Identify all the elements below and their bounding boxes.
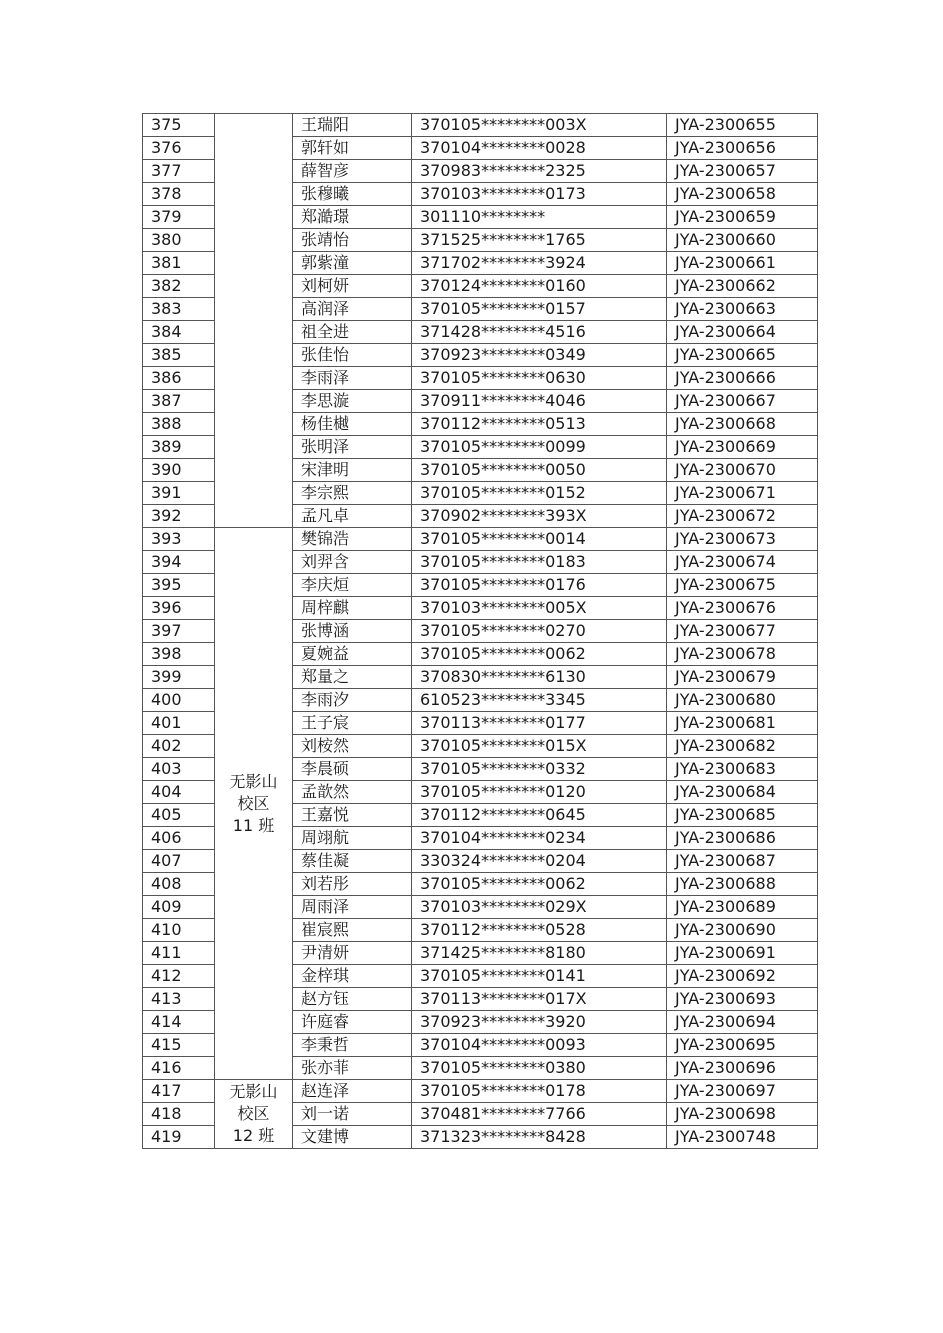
registration-code: JYA-2300687: [667, 850, 818, 873]
id-number: 370104********0234: [412, 827, 667, 850]
id-number: 370113********0177: [412, 712, 667, 735]
id-number: 370105********0183: [412, 551, 667, 574]
id-number: 370105********0176: [412, 574, 667, 597]
id-number: 371425********8180: [412, 942, 667, 965]
class-group-cell: [215, 1080, 293, 1149]
registration-code: JYA-2300694: [667, 1011, 818, 1034]
registration-code: JYA-2300666: [667, 367, 818, 390]
registration-code: JYA-2300683: [667, 758, 818, 781]
row-number: 415: [143, 1034, 215, 1057]
student-name: 刘若彤: [293, 873, 412, 896]
class-group-line: 无影山: [229, 1082, 278, 1101]
student-name: 崔宸熙: [293, 919, 412, 942]
registration-code: JYA-2300665: [667, 344, 818, 367]
registration-code: JYA-2300748: [667, 1126, 818, 1149]
row-number: 405: [143, 804, 215, 827]
registration-code: JYA-2300678: [667, 643, 818, 666]
row-number: 389: [143, 436, 215, 459]
student-name: 刘羿含: [293, 551, 412, 574]
student-name: 李雨汐: [293, 689, 412, 712]
id-number: 370105********0120: [412, 781, 667, 804]
student-name: 赵方钰: [293, 988, 412, 1011]
row-number: 395: [143, 574, 215, 597]
registration-code: JYA-2300697: [667, 1080, 818, 1103]
student-name: 王嘉悦: [293, 804, 412, 827]
student-name: 李晨硕: [293, 758, 412, 781]
registration-code: JYA-2300660: [667, 229, 818, 252]
registration-code: JYA-2300667: [667, 390, 818, 413]
id-number: 370103********005X: [412, 597, 667, 620]
id-number: 370105********003X: [412, 114, 667, 137]
row-number: 378: [143, 183, 215, 206]
registration-code: JYA-2300680: [667, 689, 818, 712]
registration-code: JYA-2300659: [667, 206, 818, 229]
row-number: 406: [143, 827, 215, 850]
id-number: 370105********0062: [412, 873, 667, 896]
row-number: 407: [143, 850, 215, 873]
row-number: 399: [143, 666, 215, 689]
registration-code: JYA-2300679: [667, 666, 818, 689]
student-name: 刘柯妍: [293, 275, 412, 298]
student-name: 李庆烜: [293, 574, 412, 597]
registration-code: JYA-2300669: [667, 436, 818, 459]
row-number: 379: [143, 206, 215, 229]
id-number: 370105********0178: [412, 1080, 667, 1103]
id-number: 301110********: [412, 206, 667, 229]
row-number: 412: [143, 965, 215, 988]
id-number: 370105********0157: [412, 298, 667, 321]
registration-code: JYA-2300698: [667, 1103, 818, 1126]
student-name: 孟凡卓: [293, 505, 412, 528]
registration-code: JYA-2300668: [667, 413, 818, 436]
id-number: 370105********0050: [412, 459, 667, 482]
row-number: 392: [143, 505, 215, 528]
registration-code: JYA-2300675: [667, 574, 818, 597]
student-name: 许庭睿: [293, 1011, 412, 1034]
id-number: 370902********393X: [412, 505, 667, 528]
row-number: 381: [143, 252, 215, 275]
id-number: 370830********6130: [412, 666, 667, 689]
row-number: 410: [143, 919, 215, 942]
row-number: 397: [143, 620, 215, 643]
id-number: 371323********8428: [412, 1126, 667, 1149]
registration-code: JYA-2300686: [667, 827, 818, 850]
registration-code: JYA-2300671: [667, 482, 818, 505]
table-row: [143, 528, 818, 551]
table-row: [143, 114, 818, 137]
id-number: 370103********0173: [412, 183, 667, 206]
student-name: 刘一诺: [293, 1103, 412, 1126]
row-number: 377: [143, 160, 215, 183]
row-number: 404: [143, 781, 215, 804]
id-number: 370113********017X: [412, 988, 667, 1011]
registration-code: JYA-2300689: [667, 896, 818, 919]
registration-code: JYA-2300677: [667, 620, 818, 643]
student-name: 张靖怡: [293, 229, 412, 252]
student-name: 周雨泽: [293, 896, 412, 919]
id-number: 370105********0141: [412, 965, 667, 988]
registration-code: JYA-2300676: [667, 597, 818, 620]
row-number: 382: [143, 275, 215, 298]
row-number: 418: [143, 1103, 215, 1126]
registration-code: JYA-2300670: [667, 459, 818, 482]
row-number: 398: [143, 643, 215, 666]
row-number: 384: [143, 321, 215, 344]
row-number: 396: [143, 597, 215, 620]
row-number: 387: [143, 390, 215, 413]
id-number: 370105********0014: [412, 528, 667, 551]
row-number: 400: [143, 689, 215, 712]
registration-code: JYA-2300672: [667, 505, 818, 528]
row-number: 393: [143, 528, 215, 551]
registration-code: JYA-2300681: [667, 712, 818, 735]
id-number: 370105********0270: [412, 620, 667, 643]
id-number: 370105********0630: [412, 367, 667, 390]
id-number: 330324********0204: [412, 850, 667, 873]
registration-code: JYA-2300655: [667, 114, 818, 137]
row-number: 386: [143, 367, 215, 390]
student-name: 文建博: [293, 1126, 412, 1149]
class-group-line: 校区: [237, 793, 270, 813]
student-roster-table: [142, 113, 818, 1149]
registration-code: JYA-2300688: [667, 873, 818, 896]
id-number: 370104********0028: [412, 137, 667, 160]
student-name: 杨佳樾: [293, 413, 412, 436]
student-name: 金梓琪: [293, 965, 412, 988]
table-row: [143, 1080, 818, 1103]
student-name: 赵连泽: [293, 1080, 412, 1103]
student-name: 夏婉益: [293, 643, 412, 666]
registration-code: JYA-2300662: [667, 275, 818, 298]
student-name: 张明泽: [293, 436, 412, 459]
id-number: 610523********3345: [412, 689, 667, 712]
registration-code: JYA-2300696: [667, 1057, 818, 1080]
registration-code: JYA-2300673: [667, 528, 818, 551]
row-number: 417: [143, 1080, 215, 1103]
id-number: 370105********0332: [412, 758, 667, 781]
row-number: 394: [143, 551, 215, 574]
id-number: 370105********0062: [412, 643, 667, 666]
registration-code: JYA-2300690: [667, 919, 818, 942]
student-name: 薛智彦: [293, 160, 412, 183]
registration-code: JYA-2300674: [667, 551, 818, 574]
id-number: 370103********029X: [412, 896, 667, 919]
student-name: 尹清妍: [293, 942, 412, 965]
row-number: 388: [143, 413, 215, 436]
id-number: 370105********015X: [412, 735, 667, 758]
id-number: 370983********2325: [412, 160, 667, 183]
student-name: 李宗熙: [293, 482, 412, 505]
student-name: 张佳怡: [293, 344, 412, 367]
roster-body: [143, 114, 818, 1149]
row-number: 375: [143, 114, 215, 137]
registration-code: JYA-2300663: [667, 298, 818, 321]
student-name: 李思漩: [293, 390, 412, 413]
student-name: 张穆曦: [293, 183, 412, 206]
class-group-line: 12 班: [232, 1126, 275, 1145]
student-name: 张博涵: [293, 620, 412, 643]
id-number: 370105********0380: [412, 1057, 667, 1080]
row-number: 385: [143, 344, 215, 367]
row-number: 411: [143, 942, 215, 965]
id-number: 371428********4516: [412, 321, 667, 344]
row-number: 383: [143, 298, 215, 321]
id-number: 371702********3924: [412, 252, 667, 275]
registration-code: JYA-2300682: [667, 735, 818, 758]
student-name: 高润泽: [293, 298, 412, 321]
registration-code: JYA-2300661: [667, 252, 818, 275]
registration-code: JYA-2300695: [667, 1034, 818, 1057]
student-name: 周翊航: [293, 827, 412, 850]
registration-code: JYA-2300692: [667, 965, 818, 988]
row-number: 402: [143, 735, 215, 758]
student-name: 樊锦浩: [293, 528, 412, 551]
registration-code: JYA-2300657: [667, 160, 818, 183]
row-number: 391: [143, 482, 215, 505]
registration-code: JYA-2300691: [667, 942, 818, 965]
registration-code: JYA-2300693: [667, 988, 818, 1011]
id-number: 370923********0349: [412, 344, 667, 367]
class-group-line: 11 班: [232, 815, 275, 835]
student-name: 李雨泽: [293, 367, 412, 390]
id-number: 370911********4046: [412, 390, 667, 413]
class-group-cell: [215, 528, 293, 1080]
row-number: 390: [143, 459, 215, 482]
row-number: 416: [143, 1057, 215, 1080]
id-number: 370481********7766: [412, 1103, 667, 1126]
student-name: 王子宸: [293, 712, 412, 735]
class-group-line: 校区: [237, 1104, 270, 1123]
student-name: 祖全进: [293, 321, 412, 344]
row-number: 380: [143, 229, 215, 252]
student-name: 郭紫潼: [293, 252, 412, 275]
id-number: 370124********0160: [412, 275, 667, 298]
row-number: 401: [143, 712, 215, 735]
student-name: 郑澔璟: [293, 206, 412, 229]
id-number: 370112********0528: [412, 919, 667, 942]
id-number: 370923********3920: [412, 1011, 667, 1034]
student-name: 李秉哲: [293, 1034, 412, 1057]
student-name: 宋津明: [293, 459, 412, 482]
id-number: 370112********0645: [412, 804, 667, 827]
row-number: 419: [143, 1126, 215, 1149]
student-name: 王瑞阳: [293, 114, 412, 137]
row-number: 408: [143, 873, 215, 896]
row-number: 413: [143, 988, 215, 1011]
class-group-cell: [215, 114, 293, 528]
registration-code: JYA-2300656: [667, 137, 818, 160]
student-name: 郭轩如: [293, 137, 412, 160]
id-number: 370105********0152: [412, 482, 667, 505]
row-number: 414: [143, 1011, 215, 1034]
row-number: 376: [143, 137, 215, 160]
row-number: 409: [143, 896, 215, 919]
student-name: 孟歆然: [293, 781, 412, 804]
row-number: 403: [143, 758, 215, 781]
class-group-line: 无影山: [229, 771, 278, 791]
student-name: 郑量之: [293, 666, 412, 689]
student-name: 刘桉然: [293, 735, 412, 758]
student-name: 张亦菲: [293, 1057, 412, 1080]
id-number: 370105********0099: [412, 436, 667, 459]
student-name: 周梓麒: [293, 597, 412, 620]
id-number: 371525********1765: [412, 229, 667, 252]
registration-code: JYA-2300664: [667, 321, 818, 344]
student-name: 蔡佳凝: [293, 850, 412, 873]
registration-code: JYA-2300684: [667, 781, 818, 804]
id-number: 370104********0093: [412, 1034, 667, 1057]
registration-code: JYA-2300685: [667, 804, 818, 827]
registration-code: JYA-2300658: [667, 183, 818, 206]
id-number: 370112********0513: [412, 413, 667, 436]
